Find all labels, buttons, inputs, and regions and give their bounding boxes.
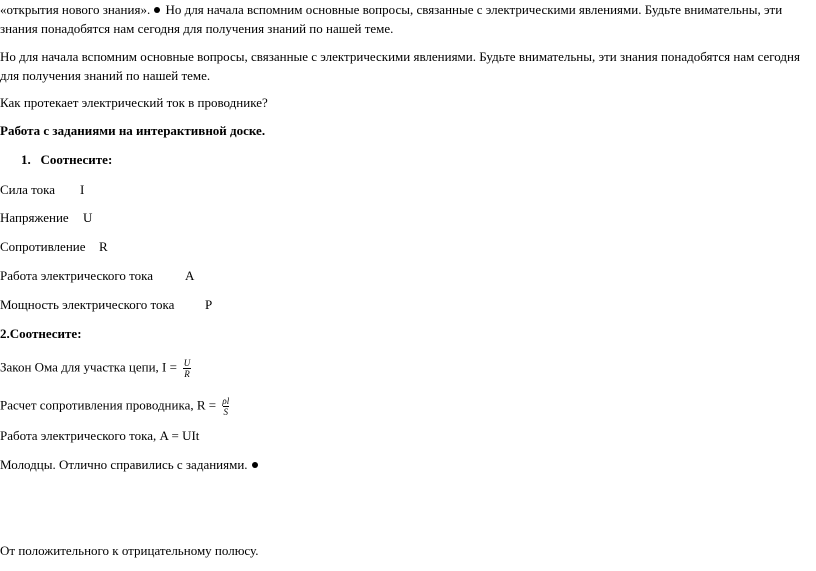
praise-row xyxy=(0,457,260,473)
pair-row xyxy=(0,210,93,226)
answer-text: От положительного к отрицательному полюсу. xyxy=(0,543,259,558)
task-heading: Работа с заданиями на интерактивной доске. xyxy=(0,123,266,138)
bullet-icon xyxy=(154,7,160,13)
ohm-fraction xyxy=(183,358,191,379)
pair-term: Работа электрического тока xyxy=(0,268,154,283)
work-formula: Работа электрического тока, A = UIt xyxy=(0,428,200,443)
pair-symbol: P xyxy=(205,297,213,312)
pair-row xyxy=(0,297,213,313)
intro-paragraph-2: Но для начала вспомним основные вопросы, связанные с электрическими явлениями. Будьте внимательны, эти знания понадобятся нам сегодня для получения знаний по нашей теме. xyxy=(0,49,800,83)
pair-symbol: A xyxy=(185,268,195,283)
pair-row xyxy=(0,268,195,284)
pair-term: Сопротивление xyxy=(0,239,86,254)
intro-prefix: «открытия нового знания». xyxy=(0,2,151,17)
ohm-law-label: Закон Ома для участка цепи, I = xyxy=(0,359,177,375)
question-text: Как протекает электрический ток в проводнике? xyxy=(0,95,268,110)
praise-text: Молодцы. Отлично справились с заданиями. xyxy=(0,457,248,472)
pair-term: Напряжение xyxy=(0,210,69,225)
task1-number: 1. xyxy=(21,152,31,167)
resistance-denominator: S xyxy=(223,407,229,417)
resistance-numerator: ρl xyxy=(222,396,230,406)
task2-heading: 2.Соотнесите: xyxy=(0,326,82,341)
resistance-row xyxy=(0,396,229,417)
task1-title: Соотнесите: xyxy=(40,152,113,167)
pair-term: Мощность электрического тока xyxy=(0,297,175,312)
resistance-fraction xyxy=(222,396,229,417)
ohm-denominator: R xyxy=(184,369,190,379)
pair-symbol: I xyxy=(80,182,85,197)
pair-row xyxy=(0,239,108,255)
bullet-icon xyxy=(252,462,258,468)
pair-row xyxy=(0,182,85,198)
pair-symbol: R xyxy=(99,239,108,254)
ohm-law-row xyxy=(0,358,191,379)
ohm-numerator: U xyxy=(183,358,191,368)
pair-term: Сила тока xyxy=(0,182,56,197)
intro-text: Но для начала вспомним основные вопросы, связанные с электрическими явлениями. Будьте внимательны, эти знания понадобятся нам сегодня для получения знаний по нашей теме. xyxy=(0,2,783,36)
pair-symbol: U xyxy=(83,210,93,225)
task1-heading xyxy=(21,152,112,168)
intro-paragraph-1 xyxy=(0,0,800,38)
resistance-label: Расчет сопротивления проводника, R = xyxy=(0,397,217,413)
